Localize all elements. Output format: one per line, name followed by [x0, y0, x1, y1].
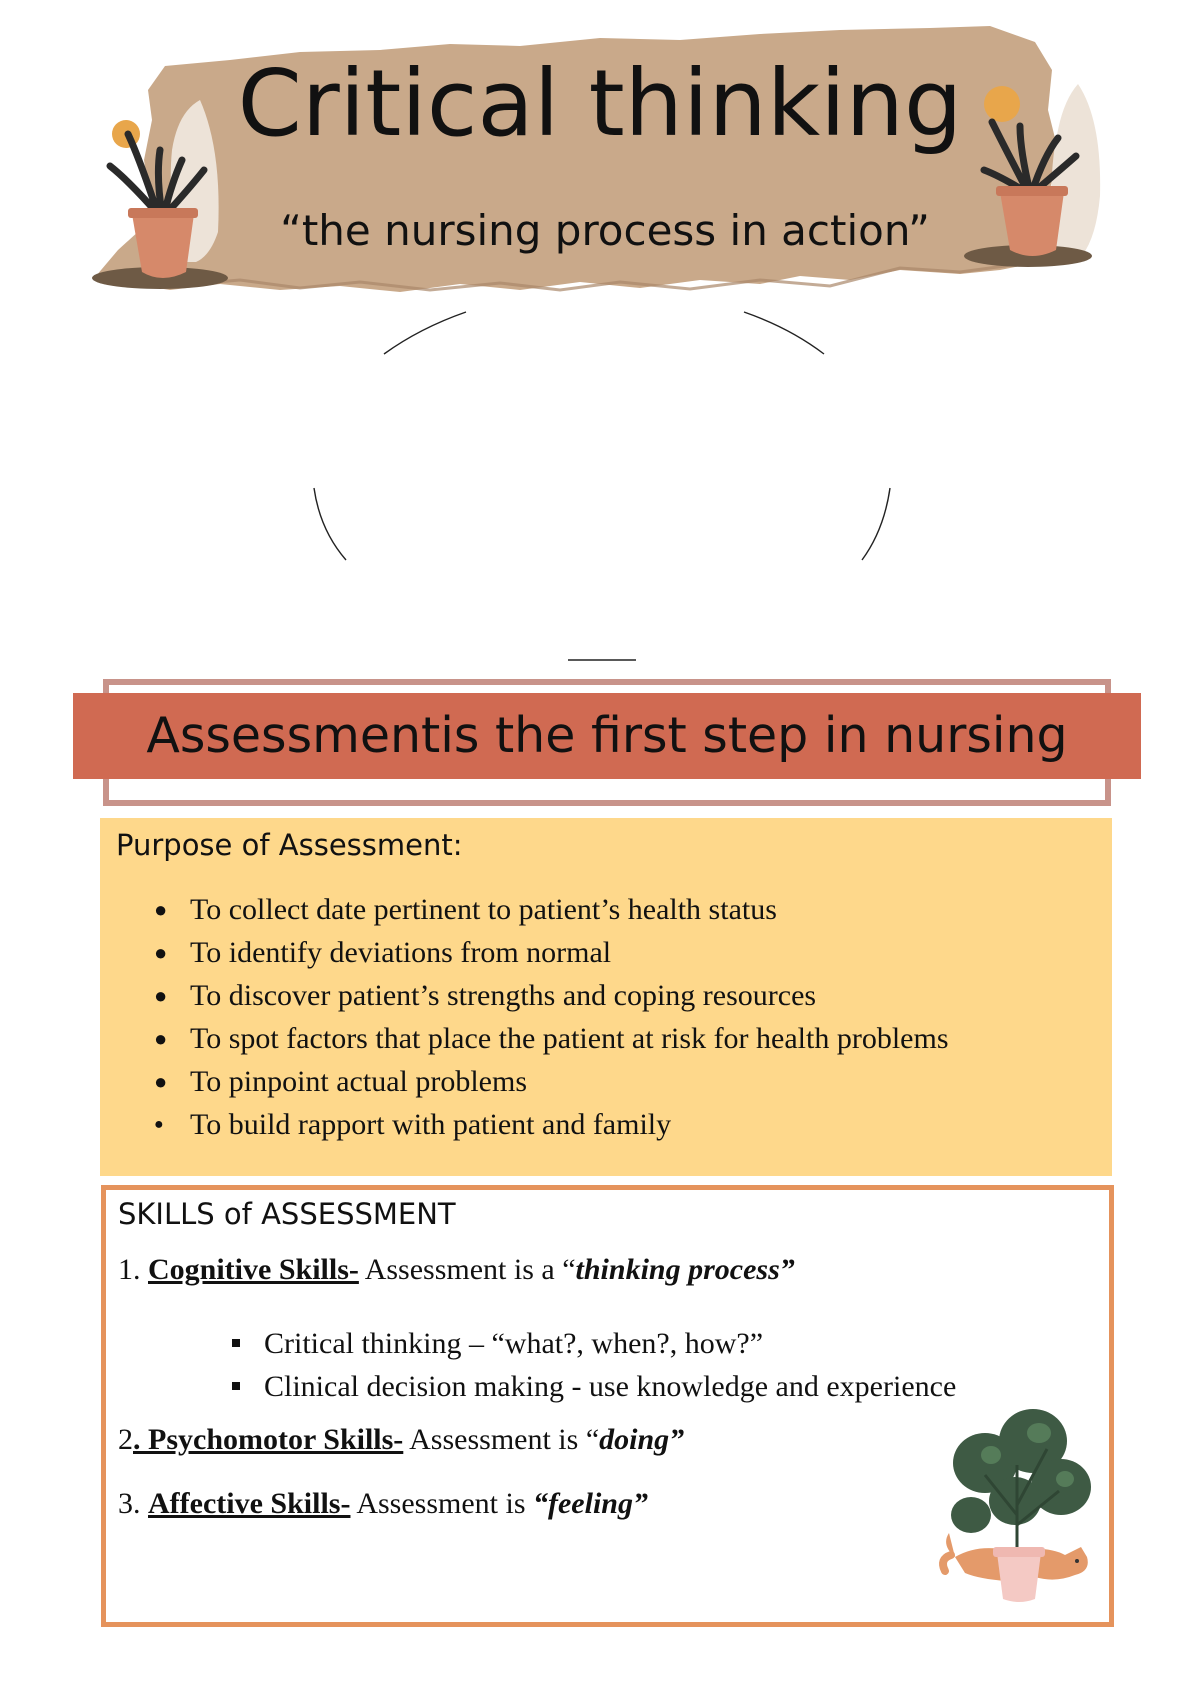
square-bullet-icon [232, 1339, 240, 1347]
psychomotor-skills-line: 2. Psychomotor Skills- Assessment is “doing” [118, 1423, 685, 1456]
purpose-heading: Purpose of Assessment: [116, 828, 463, 862]
list-item: ● To spot factors that place the patient at risk for health problems [146, 1017, 949, 1060]
bullet-icon: ● [154, 940, 168, 965]
list-item: Clinical decision making - use knowledge and experience [228, 1365, 956, 1408]
cognitive-skills-name: Cognitive Skills- [148, 1253, 359, 1286]
cognitive-sub-list [228, 1322, 956, 1408]
header-torn-paper [0, 0, 1200, 320]
page-title: Critical thinking [237, 50, 963, 157]
page-subtitle: “the nursing process in action” [280, 206, 930, 255]
cycle-diagram [280, 290, 920, 680]
cycle-arc-top-left [384, 312, 466, 354]
bullet-icon: ● [154, 1069, 168, 1094]
cognitive-skills-line: 1. Cognitive Skills- Assessment is a “thinking process” [118, 1253, 795, 1286]
bullet-icon: ● [154, 983, 168, 1008]
bullet-icon: ● [154, 897, 168, 922]
list-item: Critical thinking – “what?, when?, how?” [228, 1322, 956, 1365]
affective-skills-line: 3. Affective Skills- Assessment is “feeling” [118, 1487, 648, 1520]
skills-heading: SKILLS of ASSESSMENT [118, 1197, 456, 1231]
cycle-arc-right [862, 488, 890, 560]
list-item: ● To discover patient’s strengths and coping resources [146, 974, 949, 1017]
square-bullet-icon [232, 1382, 240, 1390]
cycle-arc-top-right [744, 312, 824, 354]
list-item: ● To pinpoint actual problems [146, 1060, 949, 1103]
bullet-icon: ● [154, 1116, 164, 1133]
psychomotor-skills-name: . Psychomotor Skills- [133, 1423, 404, 1456]
affective-skills-name: Affective Skills- [148, 1487, 351, 1520]
banner-heading: Assessmentis the first step in nursing [146, 707, 1068, 764]
list-item: ● To collect date pertinent to patient’s health status [146, 888, 949, 931]
monstera-cat-icon [935, 1405, 1107, 1605]
bullet-icon: ● [154, 1026, 168, 1051]
cycle-arc-left [314, 488, 346, 560]
list-item: ● To build rapport with patient and family [146, 1103, 949, 1146]
purpose-list [146, 888, 949, 1146]
list-item: ● To identify deviations from normal [146, 931, 949, 974]
